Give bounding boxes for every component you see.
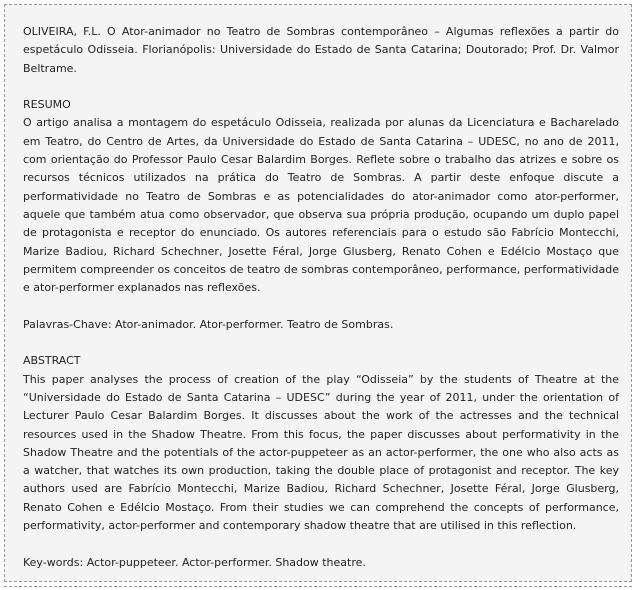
resumo-heading: RESUMO [23, 98, 71, 112]
resumo-keywords: Palavras-Chave: Ator-animador. Ator-performer. Teatro de Sombras. [23, 317, 394, 331]
abstract-keywords: Key-words: Actor-puppeteer. Actor-performer. Shadow theatre. [23, 555, 366, 569]
spacer [23, 297, 619, 315]
spacer [23, 535, 619, 553]
citation: OLIVEIRA, F.L. O Ator-animador no Teatro de Sombras contemporâneo – Algumas reflexões a partir do espetáculo Odisseia. Florianópolis: Universidade do Estado de Santa Catarina; Doutorado; Prof. Dr. Valmor Beltrame. [23, 25, 619, 75]
abstract-box [4, 4, 632, 582]
spacer [23, 78, 619, 96]
abstract-body: This paper analyses the process of creation of the play “Odisseia” by the students of Theatre at the “Universidade do Estado de Santa Catarina – UDESC” during the year of 2011, under the orientation of Lecturer Paulo Cesar Balardim Borges. It discusses about the work of the actresses and the technical resources used in the Shadow Theatre. From this focus, the paper discusses about performativity in the Shadow Theatre and the potentials of the actor-puppeteer as an actor-performer, the one who also acts as a watcher, that watches its own production, taking the double place of protagonist and receptor. The key authors used are Fabrício Montecchi, Marize Badiou, Richard Schechner, Josette Féral, Jorge Glusberg, Renato Cohen e Edélcio Mostaço. From their studies we can comprehend the concepts of performance, performativity, actor-performer and contemporary shadow theatre that are utilised in this reflection. [23, 372, 619, 533]
resumo-body: O artigo analisa a montagem do espetáculo Odisseia, realizada por alunas da Licenciatura e Bacharelado em Teatro, do Centro de Artes, da Universidade do Estado de Santa Catarina – UDESC, no ano de 2011, com orientação do Professor Paulo Cesar Balardim Borges. Reflete sobre o trabalho das atrizes e sobre os recursos técnicos utilizados na prática do Teatro de Sombras. A partir deste enfoque discute a performatividade no Teatro de Sombras e as potencialidades do ator-animador como ator-performer, aquele que também atua como observador, que observa sua própria produção, ocupando um duplo papel de protagonista e receptor do enunciado. Os autores referenciais para o estudo são Fabrício Montecchi, Marize Badiou, Richard Schechner, Josette Féral, Jorge Glusberg, Renato Cohen e Edélcio Mostaço que permitem compreender os conceitos de teatro de sombras contemporâneo, performance, performatividade e ator-performer explanados nas reflexões. [23, 116, 619, 295]
bottom-divider [4, 586, 632, 587]
abstract-heading: ABSTRACT [23, 354, 81, 368]
spacer [23, 334, 619, 352]
